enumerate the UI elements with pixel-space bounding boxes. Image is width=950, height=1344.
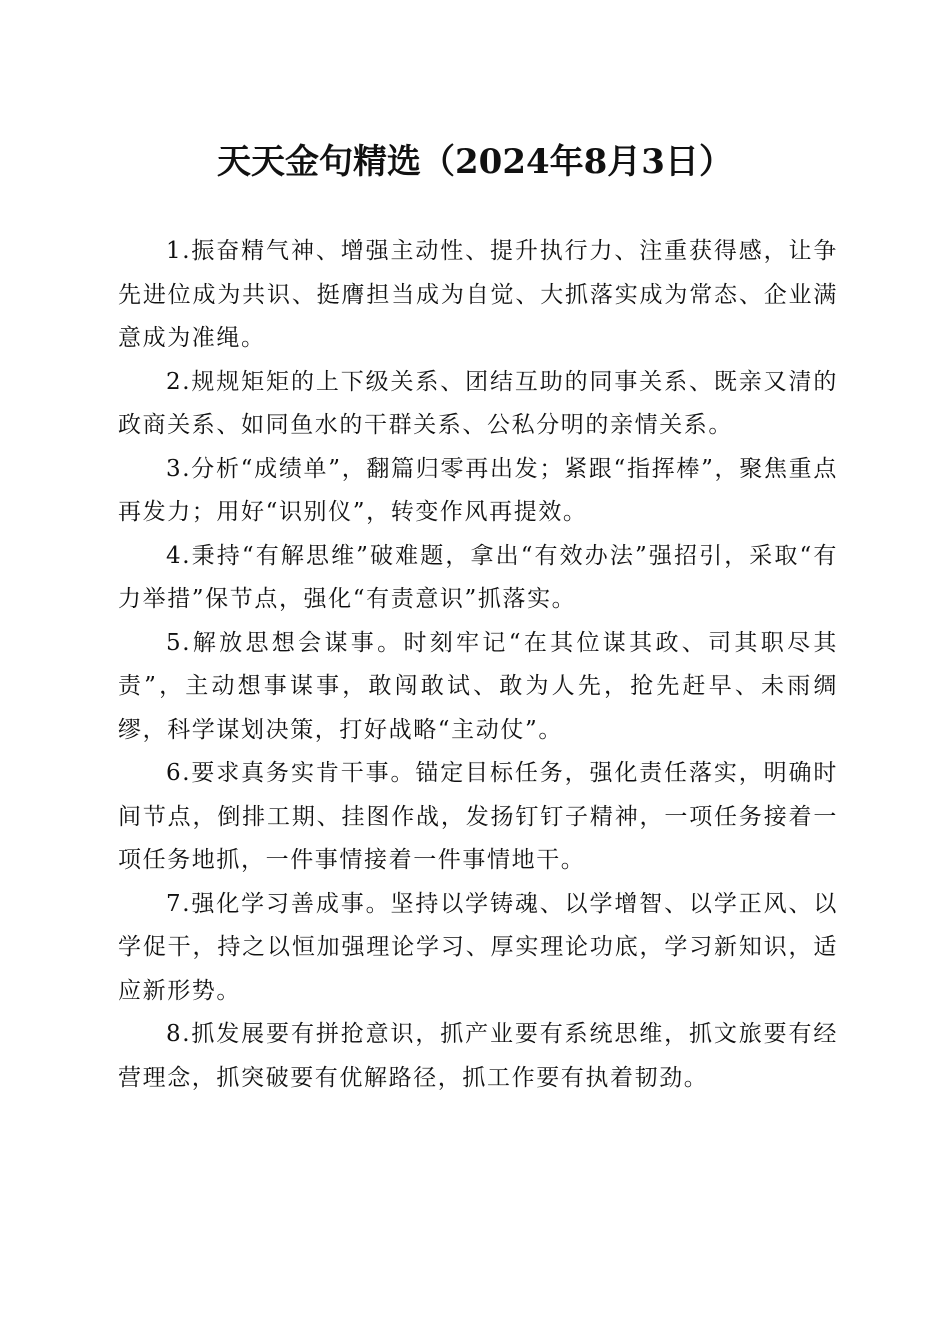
- paragraph-7: 7.强化学习善成事。坚持以学铸魂、以学增智、以学正风、以学促干，持之以恒加强理论学习、厚实理论功底，学习新知识，适应新形势。: [118, 890, 838, 1004]
- paragraph-3: 3.分析“成绩单”，翻篇归零再出发；紧跟“指挥棒”，聚焦重点再发力；用好“识别仪”，转变作风再提效。: [118, 455, 838, 525]
- paragraph-5: 5.解放思想会谋事。时刻牢记“在其位谋其政、司其职尽其责”，主动想事谋事，敢闯敢试、敢为人先，抢先赶早、未雨绸缪，科学谋划决策，打好战略“主动仗”。: [118, 629, 838, 743]
- paragraph-1: 1.振奋精气神、增强主动性、提升执行力、注重获得感，让争先进位成为共识、挺膺担当成为自觉、大抓落实成为常态、企业满意成为准绳。: [118, 238, 838, 351]
- document-body: [118, 230, 838, 1100]
- document-title: 天天金句精选（2024年8月3日）: [217, 142, 733, 182]
- paragraph-8: 8.抓发展要有拼抢意识，抓产业要有系统思维，抓文旅要有经营理念，抓突破要有优解路径，抓工作要有执着韧劲。: [118, 1021, 838, 1091]
- paragraph-4: 4.秉持“有解思维”破难题，拿出“有效办法”强招引，采取“有力举措”保节点，强化“有责意识”抓落实。: [118, 542, 838, 612]
- paragraph-2: 2.规规矩矩的上下级关系、团结互助的同事关系、既亲又清的政商关系、如同鱼水的干群关系、公私分明的亲情关系。: [118, 368, 838, 438]
- paragraph-6: 6.要求真务实肯干事。锚定目标任务，强化责任落实，明确时间节点，倒排工期、挂图作战，发扬钉钉子精神，一项任务接着一项任务地抓，一件事情接着一件事情地干。: [118, 760, 838, 873]
